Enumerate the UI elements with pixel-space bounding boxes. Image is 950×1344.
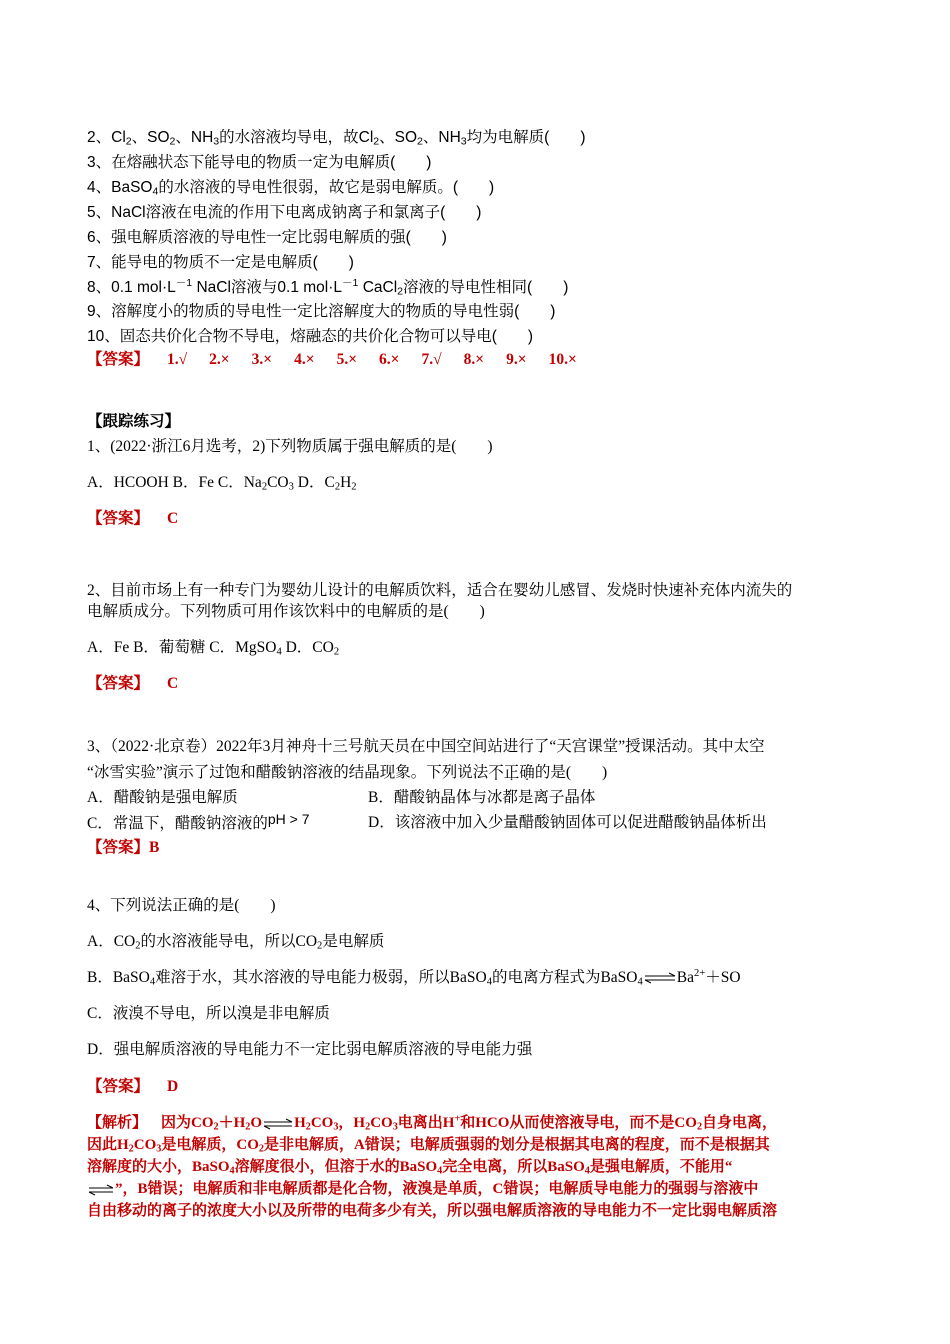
reversible-arrow-icon (262, 1118, 294, 1130)
judgement-item-4: 4、BaSO$_4$的水溶液的导电性很弱，故它是弱电解质。( ) (87, 179, 495, 198)
judgement-item-2: 2、$Cl_2$、$SO_2$、$NH_3$的水溶液均导电，故$Cl_2$、$SO_2$、$NH_3$均为电解质( ) (87, 129, 586, 148)
q3-option-b: B．醋酸钠晶体与冰都是离子晶体 (368, 789, 596, 806)
reversible-arrow-icon (87, 1184, 115, 1196)
q4-answer: 【答案】 D (87, 1078, 179, 1095)
judgement-item-6: 6、强电解质溶液的导电性一定比弱电解质的强( ) (87, 229, 447, 246)
followup-heading: 【跟踪练习】 (87, 413, 181, 430)
q4-option-b: B．BaSO$_4$难溶于水，其水溶液的导电能力极弱，所以BaSO$_4$的电离方程式为BaSO$_4$ $Ba^{2+}+SO$ (87, 968, 741, 988)
q1-answer: 【答案】 C (87, 510, 179, 527)
judgement-item-9: 9、溶解度小的物质的导电性一定比溶解度大的物质的导电性弱( ) (87, 303, 556, 320)
q2-stem-line1: 2、目前市场上有一种专门为婴幼儿设计的电解质饮料，适合在婴幼儿感冒、发烧时快速补充体内流失的 (87, 582, 793, 599)
judgement-item-3: 3、在熔融状态下能导电的物质一定为电解质( ) (87, 154, 432, 171)
q2-options: A．Fe B．葡萄糖 C．MgSO$_4$ D．$CO_2$ (87, 639, 340, 658)
q4-explanation-line2: 因此$H_2CO_3$是电解质，$CO_2$是非电解质，A错误；电解质强弱的划分是根据其电离的程度，而不是根据其 (87, 1137, 770, 1155)
reversible-arrow-icon (643, 972, 677, 984)
q4-explanation-line3: 溶解度的大小，BaSO$_4$溶解度很小，但溶于水的BaSO$_4$完全电离，所以BaSO$_4$是强电解质，不能用“ (87, 1159, 733, 1177)
judgement-item-5: 5、NaCl溶液在电流的作用下电离成钠离子和氯离子( ) (87, 204, 482, 221)
q3-option-c: C．常温下，醋酸钠溶液的pH > 7 (87, 811, 310, 832)
q4-option-d: D．强电解质溶液的导电能力不一定比弱电解质溶液的导电能力强 (87, 1041, 533, 1058)
q4-option-c: C．液溴不导电，所以溴是非电解质 (87, 1005, 330, 1022)
q4-explanation-line1: 【解析】 因为$CO_2+H_2O$ $H_2CO_3$，$H_2CO_3$电离出H+和HCO从而使溶液导电，而不是$CO_2$自身电离， (87, 1113, 778, 1133)
q3-answer: 【答案】B (87, 839, 160, 856)
q3-option-a: A．醋酸钠是强电解质 (87, 789, 238, 806)
judgement-item-8: 8、0.1 $mol\cdot L^{-1}$ NaCl溶液与0.1 $mol\cdot L^{-1}$ CaCl$_2$溶液的导电性相同( ) (87, 277, 569, 298)
q2-answer: 【答案】 C (87, 675, 179, 692)
q4-explanation-line4: ”，B错误；电解质和非电解质都是化合物，液溴是单质，C错误；电解质导电能力的强弱与溶液中 (87, 1178, 869, 1201)
q3-stem-line1: 3、（2022·北京卷）2022年3月神舟十三号航天员在中国空间站进行了“天宫课堂”授课活动。其中太空 (87, 738, 765, 755)
q3-stem-line2: “冰雪实验”演示了过饱和醋酸钠溶液的结晶现象。下列说法不正确的是( ) (87, 764, 608, 781)
judgement-item-10: 10、固态共价化合物不导电，熔融态的共价化合物可以导电( ) (87, 328, 534, 345)
q4-option-a: A．$CO_2$的水溶液能导电，所以$CO_2$是电解质 (87, 933, 385, 952)
q4-stem: 4、下列说法正确的是( ) (87, 897, 276, 914)
q1-stem: 1、(2022·浙江6月选考，2)下列物质属于强电解质的是( ) (87, 438, 493, 455)
q1-options: A．HCOOH B．Fe C．$Na_2CO_3$ D．$C_2H_2$ (87, 474, 357, 493)
judgement-answers: 【答案】 1.√ 2.× 3.× 4.× 5.× 6.× 7.√ 8.× 9.× 10.× (87, 351, 577, 368)
judgement-item-7: 7、能导电的物质不一定是电解质( ) (87, 254, 354, 271)
q3-option-d: D．该溶液中加入少量醋酸钠固体可以促进醋酸钠晶体析出 (368, 814, 767, 831)
q4-explanation-line5: 自由移动的离子的浓度大小以及所带的电荷多少有关，所以强电解质溶液的导电能力不一定比弱电解质溶 (87, 1203, 778, 1219)
q2-stem-line2: 电解质成分。下列物质可用作该饮料中的电解质的是( ) (87, 603, 485, 620)
